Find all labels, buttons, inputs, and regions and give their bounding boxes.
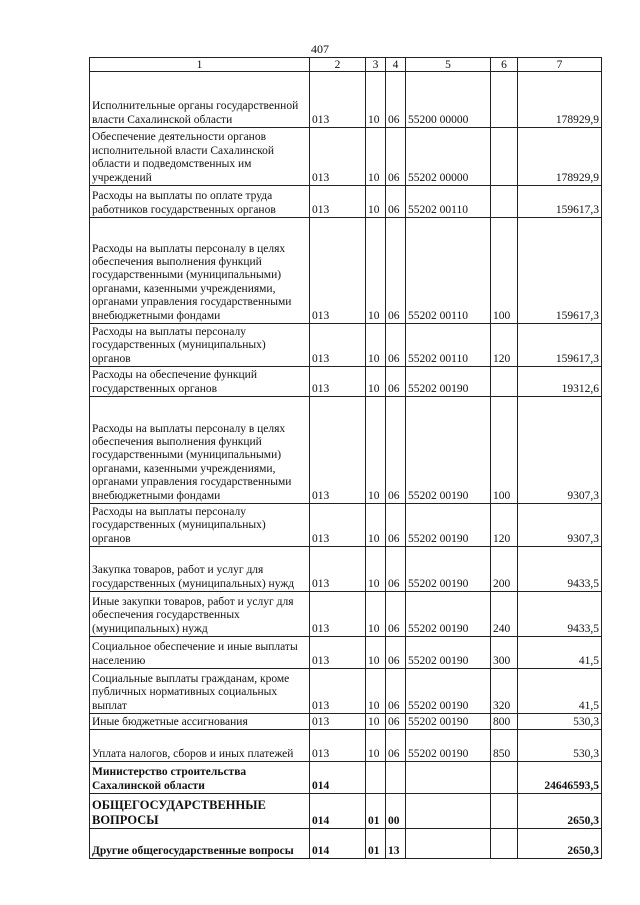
row-amount: 19312,6 [518,367,602,397]
row-ministry-code: 013 [310,730,366,762]
row-subsection: 00 [386,794,406,829]
row-subsection: 06 [386,397,406,504]
row-amount: 159617,3 [518,324,602,367]
row-expense-type: 100 [491,218,518,324]
table-row [90,730,602,762]
row-ministry-code: 013 [310,218,366,324]
row-target-article: 55202 00190 [406,367,491,397]
row-subsection: 06 [386,367,406,397]
row-section: 10 [366,72,386,128]
header-cell: 2 [310,58,366,72]
row-ministry-code: 013 [310,714,366,730]
row-section: 10 [366,367,386,397]
row-ministry-code: 013 [310,128,366,186]
row-target-article [406,762,491,794]
row-expense-type: 240 [491,592,518,637]
row-expense-type [491,794,518,829]
row-name: Расходы на выплаты персоналу в целях обеспечения выполнения функций государственными (муниципальными) органами, казенными учреждениями, органами управления государственными внебюджетными фондами [90,397,310,504]
row-name: Иные закупки товаров, работ и услуг для обеспечения государственных (муниципальных) нужд [90,592,310,637]
row-name: Расходы на выплаты персоналу в целях обеспечения выполнения функций государственными (муниципальными) органами, казенными учреждениями, органами управления государственными внебюджетными фондами [90,218,310,324]
row-section: 10 [366,637,386,669]
row-subsection: 06 [386,504,406,547]
row-ministry-code: 013 [310,547,366,592]
header-cell: 7 [518,58,602,72]
row-subsection: 06 [386,218,406,324]
row-ministry-code: 014 [310,762,366,794]
row-target-article: 55202 00190 [406,504,491,547]
table-row [90,637,602,669]
table-row [90,218,602,324]
row-name: Обеспечение деятельности органов исполнительной власти Сахалинской области и подведомственных им учреждений [90,128,310,186]
row-name: Закупка товаров, работ и услуг для государственных (муниципальных) нужд [90,547,310,592]
header-cell: 4 [386,58,406,72]
row-target-article: 55202 00190 [406,669,491,714]
row-subsection: 06 [386,714,406,730]
row-target-article: 55202 00190 [406,637,491,669]
header-cell: 3 [366,58,386,72]
row-section: 10 [366,186,386,218]
row-amount: 530,3 [518,730,602,762]
row-subsection: 06 [386,324,406,367]
row-expense-type [491,367,518,397]
row-expense-type [491,186,518,218]
table-header-row [90,58,602,72]
table-row [90,367,602,397]
row-subsection: 06 [386,186,406,218]
row-amount: 41,5 [518,637,602,669]
row-amount: 24646593,5 [518,762,602,794]
row-name: Другие общегосударственные вопросы [90,829,310,859]
row-amount: 9433,5 [518,592,602,637]
header-cell: 1 [90,58,310,72]
row-ministry-code: 013 [310,72,366,128]
row-section: 10 [366,397,386,504]
row-section: 10 [366,669,386,714]
row-target-article: 55202 00110 [406,218,491,324]
row-name: Расходы на выплаты персоналу государственных (муниципальных) органов [90,324,310,367]
table-row [90,72,602,128]
row-expense-type: 120 [491,324,518,367]
row-expense-type: 850 [491,730,518,762]
row-section: 10 [366,592,386,637]
row-name: Исполнительные органы государственной власти Сахалинской области [90,72,310,128]
row-subsection: 06 [386,730,406,762]
row-subsection: 06 [386,547,406,592]
row-expense-type: 320 [491,669,518,714]
row-name: ОБЩЕГОСУДАРСТВЕННЫЕ ВОПРОСЫ [90,794,310,829]
row-section: 10 [366,714,386,730]
table-row [90,762,602,794]
row-target-article: 55200 00000 [406,72,491,128]
row-name: Социальное обеспечение и иные выплаты населению [90,637,310,669]
row-name: Расходы на выплаты по оплате труда работников государственных органов [90,186,310,218]
row-expense-type [491,762,518,794]
table-row [90,829,602,859]
row-name: Уплата налогов, сборов и иных платежей [90,730,310,762]
row-subsection: 06 [386,592,406,637]
row-ministry-code: 013 [310,186,366,218]
row-ministry-code: 014 [310,794,366,829]
row-target-article: 55202 00190 [406,714,491,730]
row-name: Социальные выплаты гражданам, кроме публичных нормативных социальных выплат [90,669,310,714]
row-target-article: 55202 00000 [406,128,491,186]
budget-table [89,57,602,859]
row-amount: 9307,3 [518,504,602,547]
header-cell: 6 [491,58,518,72]
row-section: 01 [366,829,386,859]
row-section: 01 [366,794,386,829]
row-target-article: 55202 00110 [406,324,491,367]
row-section: 10 [366,547,386,592]
table-row [90,186,602,218]
table-row [90,128,602,186]
row-amount: 9433,5 [518,547,602,592]
row-amount: 41,5 [518,669,602,714]
row-target-article [406,829,491,859]
page-number: 407 [311,42,329,56]
row-expense-type: 120 [491,504,518,547]
row-section: 10 [366,504,386,547]
row-expense-type: 800 [491,714,518,730]
row-name: Расходы на обеспечение функций государственных органов [90,367,310,397]
row-ministry-code: 013 [310,637,366,669]
row-section: 10 [366,218,386,324]
row-expense-type [491,829,518,859]
row-amount: 2650,3 [518,794,602,829]
row-subsection: 06 [386,128,406,186]
row-section: 10 [366,128,386,186]
row-section: 10 [366,324,386,367]
row-subsection: 06 [386,72,406,128]
row-ministry-code: 013 [310,397,366,504]
row-target-article [406,794,491,829]
row-expense-type: 100 [491,397,518,504]
row-target-article: 55202 00190 [406,592,491,637]
row-target-article: 55202 00190 [406,397,491,504]
row-amount: 178929,9 [518,128,602,186]
row-amount: 530,3 [518,714,602,730]
row-ministry-code: 013 [310,324,366,367]
row-amount: 178929,9 [518,72,602,128]
row-name: Иные бюджетные ассигнования [90,714,310,730]
row-subsection [386,762,406,794]
row-ministry-code: 013 [310,592,366,637]
row-expense-type: 300 [491,637,518,669]
row-subsection: 06 [386,637,406,669]
row-ministry-code: 013 [310,669,366,714]
table-row [90,324,602,367]
row-name: Министерство строительства Сахалинской области [90,762,310,794]
header-cell: 5 [406,58,491,72]
row-expense-type: 200 [491,547,518,592]
table-row [90,397,602,504]
row-expense-type [491,72,518,128]
row-target-article: 55202 00190 [406,547,491,592]
row-amount: 9307,3 [518,397,602,504]
row-target-article: 55202 00110 [406,186,491,218]
row-amount: 2650,3 [518,829,602,859]
row-name: Расходы на выплаты персоналу государственных (муниципальных) органов [90,504,310,547]
row-target-article: 55202 00190 [406,730,491,762]
row-expense-type [491,128,518,186]
row-section [366,762,386,794]
row-amount: 159617,3 [518,218,602,324]
table-row [90,592,602,637]
row-subsection: 13 [386,829,406,859]
row-ministry-code: 013 [310,367,366,397]
row-ministry-code: 013 [310,504,366,547]
row-amount: 159617,3 [518,186,602,218]
row-ministry-code: 014 [310,829,366,859]
table-row [90,794,602,829]
table-row [90,504,602,547]
table-row [90,669,602,714]
table-row [90,714,602,730]
row-section: 10 [366,730,386,762]
row-subsection: 06 [386,669,406,714]
table-row [90,547,602,592]
